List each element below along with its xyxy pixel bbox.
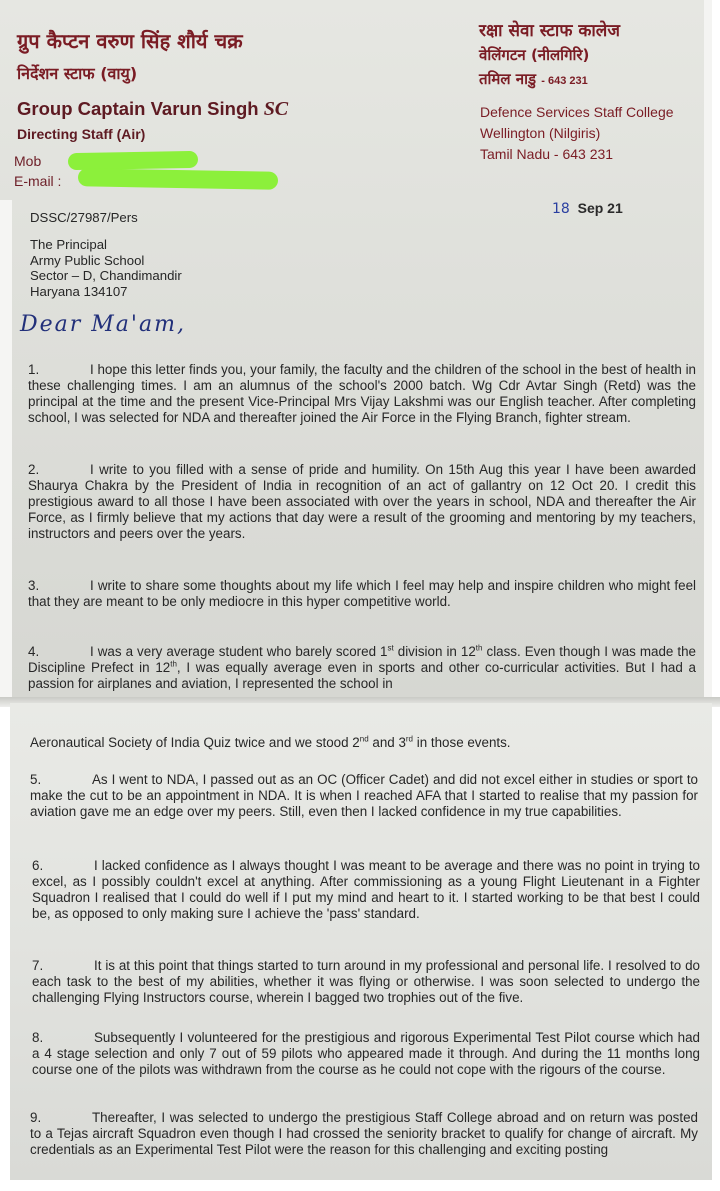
paragraph-text: I hope this letter finds you, your family, the faculty and the children of the school in the best of health in these challenging times. I am an alumnus of the school's 2000 batch. Wg Cdr Avtar Singh (Retd) was the principal at the time and the present Vice-Principal Mrs Vijay Lakshmi was our English teacher. After completing school, I was selected for NDA and thereafter joined the Air Force in the Flying Branch, fighter stream. xyxy=(28,362,696,425)
paragraph-text: I was a very average student who barely scored 1 xyxy=(90,644,388,659)
paragraph-text: division in 12 xyxy=(393,644,476,659)
paragraph-text: It is at this point that things started to turn around in my professional and personal life. I resolved to do each task to the best of my abilities, whether it was flying or otherwise. I was soon selected to undergo the challenging Flying Instructors course, wherein I bagged two trophies out of the five. xyxy=(32,958,700,1005)
paragraph-2 xyxy=(28,462,696,542)
paragraph-text: I write to share some thoughts about my life which I feel may help and inspire children who might feel that they are meant to be only mediocre in this hyper competitive world. xyxy=(28,578,696,609)
redaction-mark-mobile xyxy=(68,151,198,170)
paragraph-6 xyxy=(32,858,700,922)
hindi-state-name: तमिल नाडु xyxy=(479,70,537,88)
letterhead-hindi-title: निर्देशन स्टाफ (वायु) xyxy=(17,64,138,83)
paragraph-7 xyxy=(32,958,700,1006)
paragraph-text: As I went to NDA, I passed out as an OC (Officer Cadet) and did not excel either in studies or sport to make the cut to be an appointment in NDA. It is when I reached AFA that I started to realise that my passion for aviation gave me an edge over my peers. Still, even then I lacked confidence in my true capabilities. xyxy=(30,772,698,819)
salutation: Dear Ma'am, xyxy=(20,312,186,337)
paragraph-8 xyxy=(32,1030,700,1078)
letterhead-hindi-state xyxy=(479,69,588,89)
letterhead-hindi-name: ग्रुप कैप्टन वरुण सिंह शौर्य चक्र xyxy=(17,29,243,53)
paragraph-number: 9. xyxy=(30,1110,42,1125)
superscript: st xyxy=(387,643,394,653)
sender-name: Group Captain Varun Singh xyxy=(17,98,259,119)
paragraph-number: 4. xyxy=(28,644,40,659)
paragraph-text: , I was equally average even in sports and other co-curricular activities. But I had a passion for airplanes and aviation, I represented the school in xyxy=(28,659,697,691)
paragraph-text: I lacked confidence as I always thought I was meant to be average and there was no point in trying to excel, as I possibly couldn't excel at anything. After commissioning as a young Flight Lieutenant in a Fighter Squadron I realised that I could do well if I put my mind and heart to it. I started working to be that best I could be, as opposed to only making sure I achieve the 'pass' standard. xyxy=(32,858,700,921)
redaction-mark-email xyxy=(78,168,278,189)
recipient-address xyxy=(30,237,182,299)
date-day: 18 xyxy=(552,201,570,217)
letterhead-name xyxy=(17,98,288,121)
paragraph-number: 3. xyxy=(28,578,40,593)
paragraph-number: 2. xyxy=(28,462,40,477)
paragraph-text: I write to you filled with a sense of pride and humility. On 15th Aug this year I have been awarded Shaurya Chakra by the President of India in recognition of an act of gallantry on 12 Oct 20. I credit this prestigious award to all those I have been associated with over the years in school, NDA and thereafter the Air Force, as I firmly believe that my actions that day were a result of the grooming and mentoring by my teachers, instructors and peers over the years. xyxy=(28,462,696,541)
superscript: th xyxy=(170,659,177,669)
superscript: nd xyxy=(359,734,369,744)
paragraph-9 xyxy=(30,1110,698,1158)
recipient-line: The Principal xyxy=(30,237,107,252)
date-month-year: Sep 21 xyxy=(577,200,623,216)
paragraph-3 xyxy=(28,578,696,610)
recipient-line: Sector – D, Chandimandir xyxy=(30,268,182,284)
paragraph-number: 1. xyxy=(28,362,40,377)
paragraph-text: and 3 xyxy=(368,735,406,750)
paragraph-text: Thereafter, I was selected to undergo the prestigious Staff College abroad and on return was posted to a Tejas aircraft Squadron even though I had crossed the seniority bracket to qualify for change of aircraft. My credentials as an Experimental Test Pilot were the reason for this challenging and exciting posting xyxy=(30,1110,698,1157)
letterhead-hindi-location: वेलिंगटन (नीलगिरि) xyxy=(479,46,590,64)
paragraph-text: in those events. xyxy=(413,735,511,750)
letterhead-hindi-institution: रक्षा सेवा स्टाफ कालेज xyxy=(479,21,620,41)
paragraph-4-continued xyxy=(30,735,704,751)
mobile-label: Mob xyxy=(14,153,42,169)
paragraph-number: 7. xyxy=(32,958,44,973)
sender-award-suffix: SC xyxy=(263,98,289,120)
paragraph-text: Subsequently I volunteered for the prestigious and rigorous Experimental Test Pilot course which had a 4 stage selection and only 7 out of 59 pilots who appeared made it through. And during the 11 months long course one of the pilots was withdrawn from the course as he could not cope with the rigours of the course. xyxy=(32,1030,700,1077)
paragraph-4 xyxy=(28,644,696,692)
paragraph-5 xyxy=(30,772,698,820)
paragraph-text: class. Even though I was made the Discipline Prefect in 12 xyxy=(28,644,696,675)
reference-number: DSSC/27987/Pers xyxy=(30,210,138,225)
superscript: th xyxy=(475,643,483,653)
letterhead-title: Directing Staff (Air) xyxy=(17,126,146,142)
recipient-line: Army Public School xyxy=(30,252,145,268)
paragraph-number: 5. xyxy=(30,772,42,787)
paragraph-number: 8. xyxy=(32,1030,44,1045)
paragraph-1 xyxy=(28,362,696,426)
recipient-line: Haryana 134107 xyxy=(30,283,128,299)
letter-date xyxy=(552,201,623,218)
letterhead-location: Wellington (Nilgiris) xyxy=(480,125,601,141)
paragraph-text: Aeronautical Society of India Quiz twice and we stood 2 xyxy=(30,735,360,750)
letterhead-state: Tamil Nadu - 643 231 xyxy=(480,146,614,162)
hindi-pin: - 643 231 xyxy=(541,75,588,87)
page-edge xyxy=(704,0,712,700)
letterhead-institution: Defence Services Staff College xyxy=(480,104,674,120)
superscript: rd xyxy=(405,734,414,744)
paragraph-number: 6. xyxy=(32,858,44,873)
email-label: E-mail : xyxy=(14,173,62,189)
page-margin xyxy=(0,200,12,700)
